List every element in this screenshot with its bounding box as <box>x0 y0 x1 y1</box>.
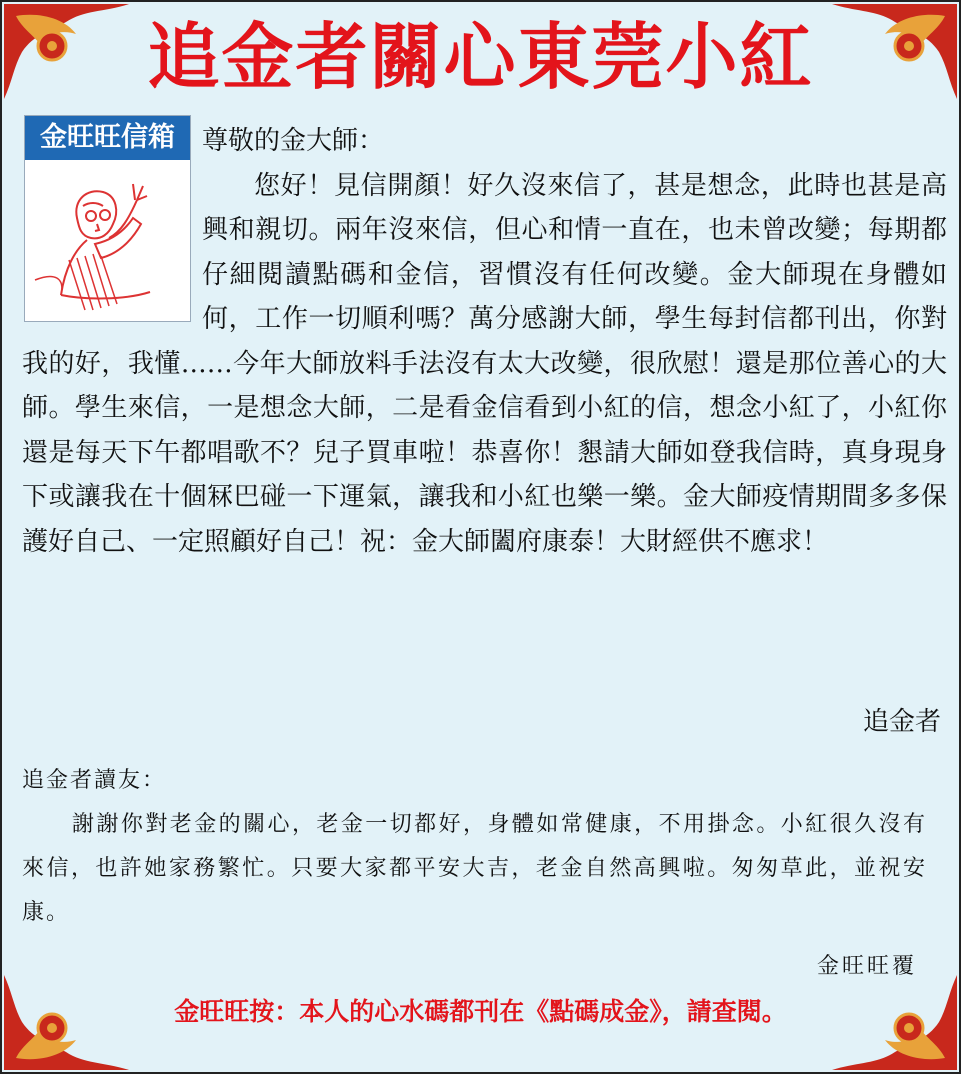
letter-body: 您好！見信開顏！好久沒來信了，甚是想念，此時也甚是高興和親切。兩年沒來信，但心和情一直在，也未曾改變；每期都仔細閱讀點碼和金信，習慣沒有任何改變。金大師現在身體如何，工作一切順利嗎？萬分感謝大師，學生每封信都刊出，你對我的好，我懂……今年大師放料手法沒有太大改變，很欣慰！還是那位善心的大師。學生來信，一是想念大師，二是看金信看到小紅的信，想念小紅了，小紅你還是每天下午都唱歌不？兒子買車啦！恭喜你！懇請大師如登我信時，真身現身下或讓我在十個冧巴碰一下運氣，讓我和小紅也樂一樂。金大師疫情期間多多保護好自己、一定照顧好自己！祝：金大師闔府康泰！大財經供不應求！ <box>22 170 947 557</box>
letter-salutation: 尊敬的金大師： <box>202 126 385 156</box>
editor-note: 金旺旺按：本人的心水碼都刊在《點碼成金》，請查閱。 <box>174 997 787 1026</box>
reply-signature: 金旺旺覆 <box>816 954 917 979</box>
headline: 追金者關心東莞小紅 <box>147 15 814 99</box>
reader-letter <box>22 119 947 564</box>
reply-body: 謝謝你對老金的關心，老金一切都好，身體如常健康，不用掛念。小紅很久沒有來信，也許她家務繁忙。只要大家都平安大吉，老金自然高興啦。匆匆草此，並祝安康。 <box>22 812 927 925</box>
letter-signature: 追金者 <box>862 707 941 737</box>
editor-reply <box>22 759 927 935</box>
column-logo-label: 金旺旺信箱 <box>25 116 190 160</box>
reply-salutation: 追金者讀友： <box>22 768 167 793</box>
